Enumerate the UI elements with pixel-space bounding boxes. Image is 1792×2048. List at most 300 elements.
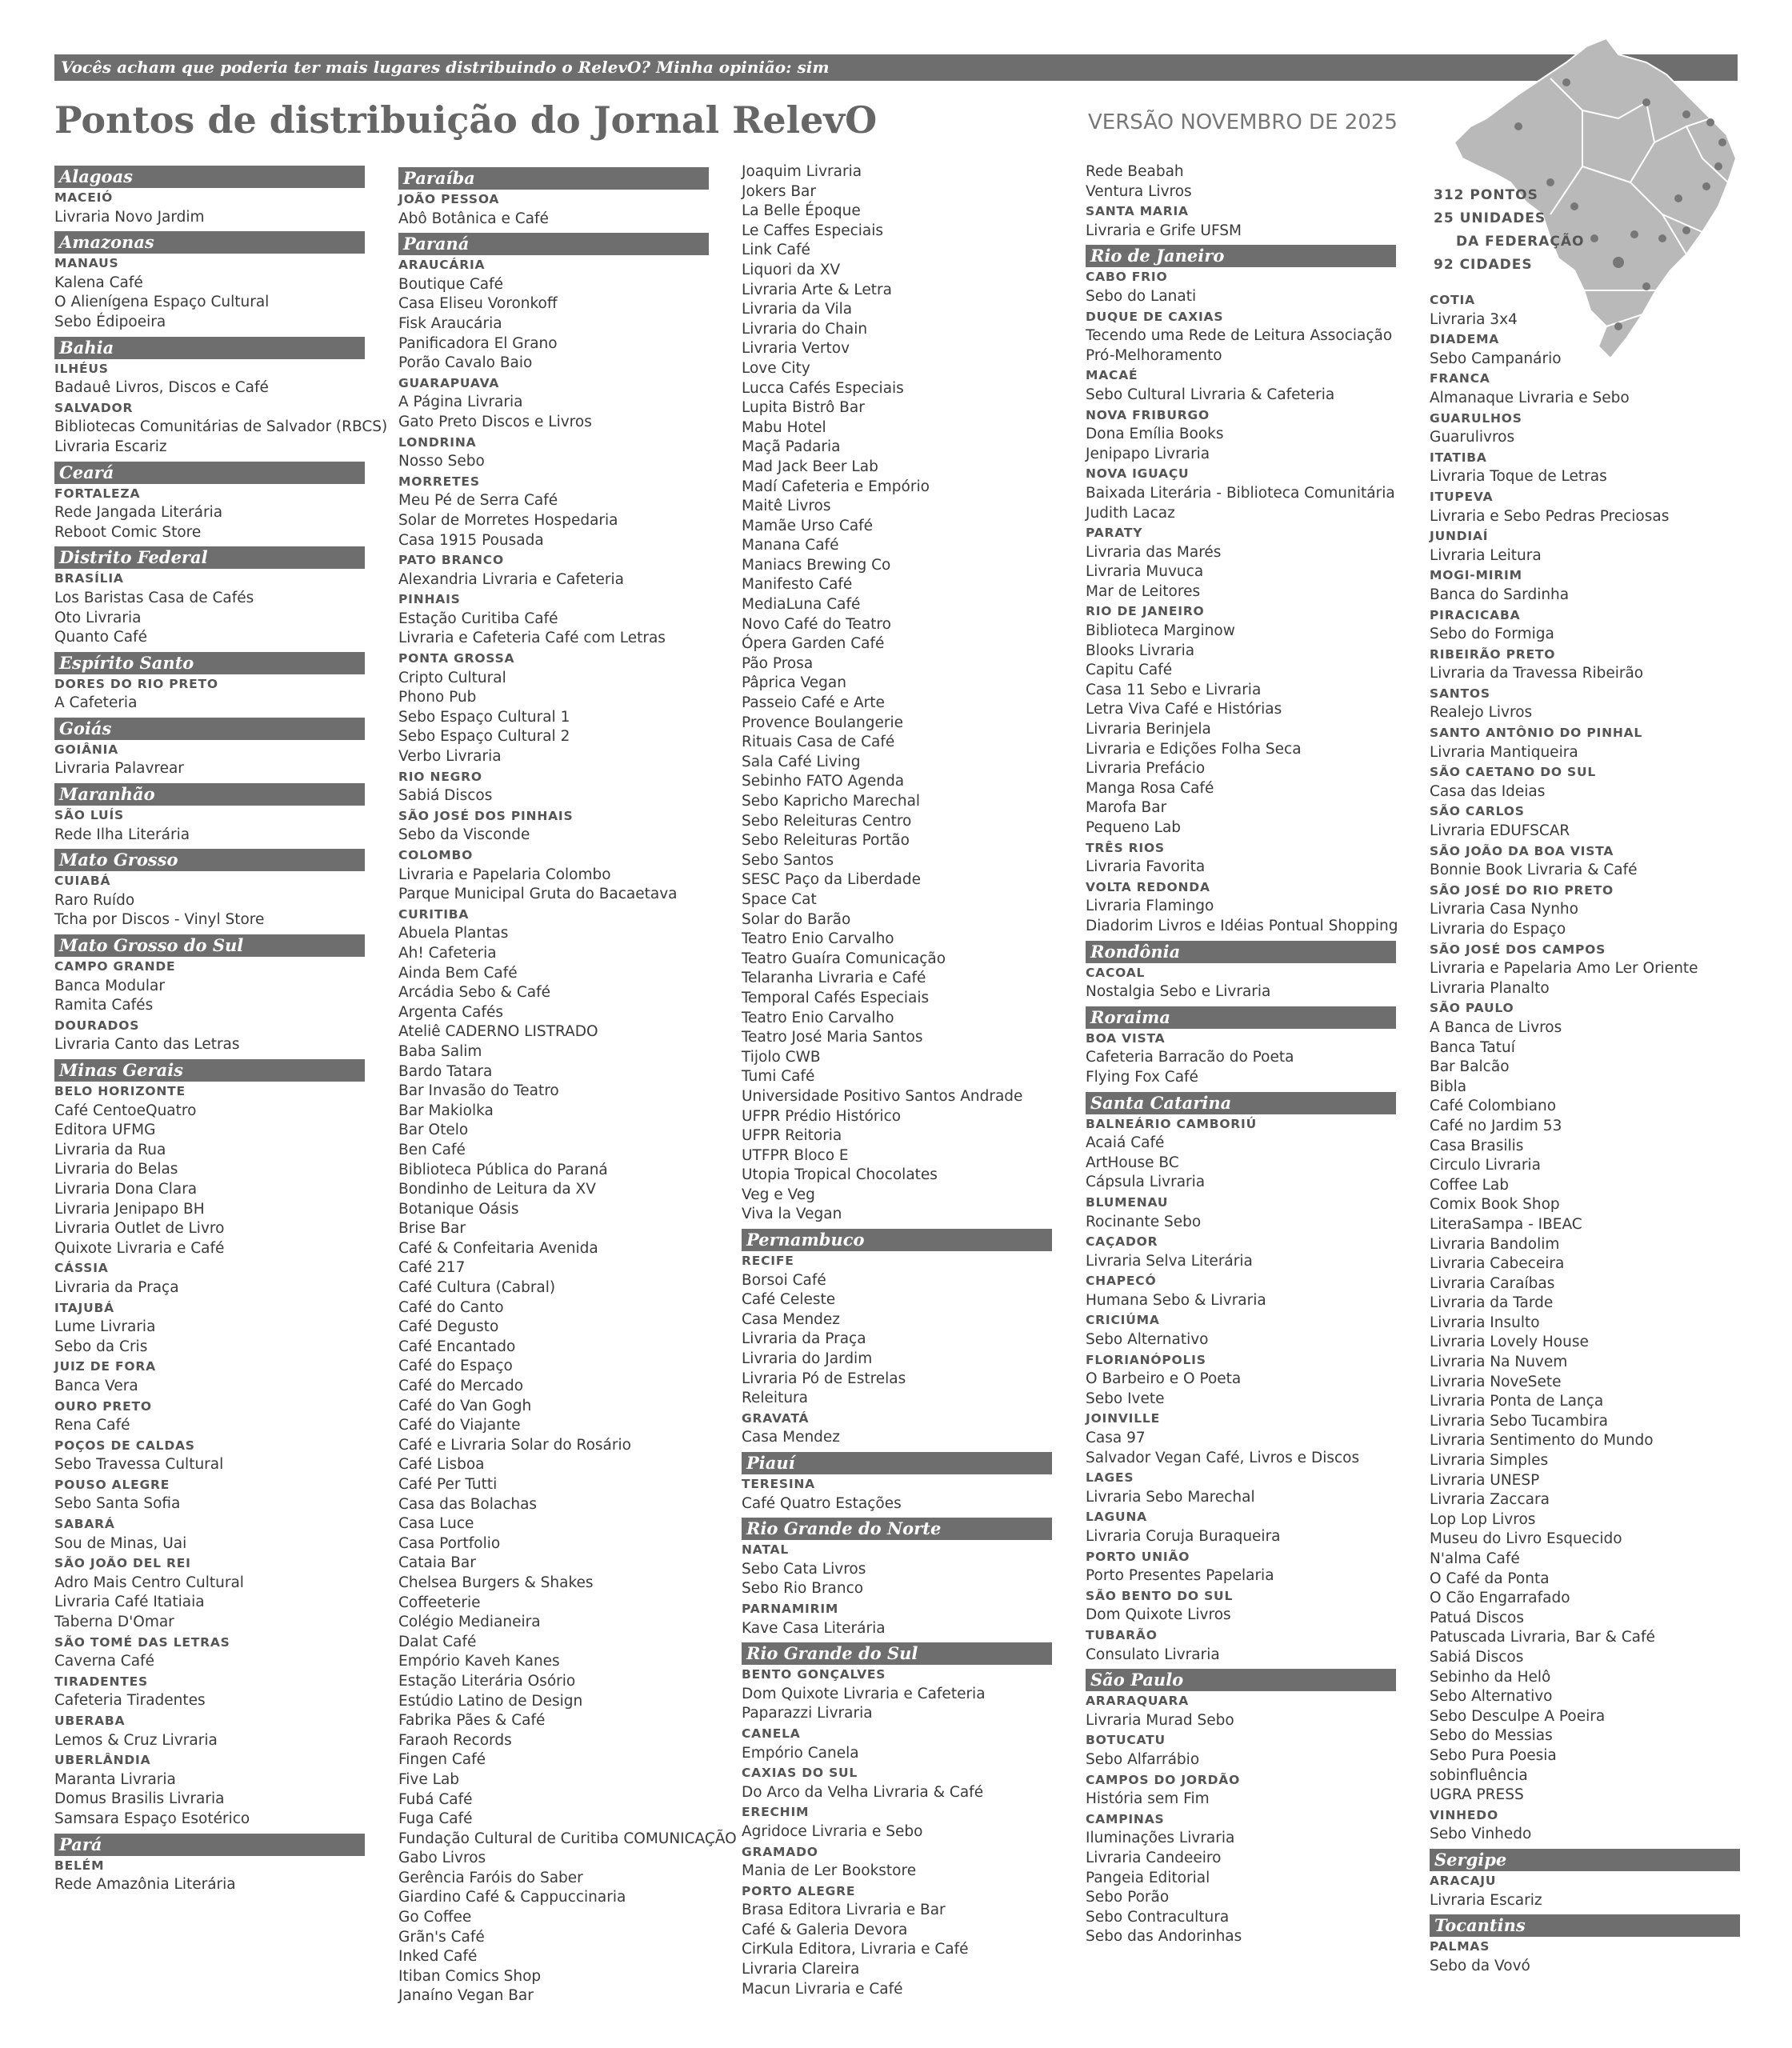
place-item: Livraria e Papelaria Colombo — [398, 866, 611, 883]
state-section — [54, 337, 388, 458]
city-name: CANELA — [742, 1726, 801, 1741]
place-item: Salvador Vegan Café, Livros e Discos — [1086, 1449, 1360, 1466]
state-heading: Pará — [54, 1834, 365, 1856]
place-item: Abô Botânica e Café — [398, 210, 549, 227]
place-item: Rede Jangada Literária — [54, 504, 223, 522]
place-item: Teatro Guaíra Comunicação — [742, 950, 946, 967]
place-item: Estação Literária Osório — [398, 1672, 576, 1690]
place-item: Humana Sebo & Livraria — [1086, 1291, 1266, 1309]
place-item: Livraria Jenipapo BH — [54, 1200, 205, 1218]
place-item: Livraria Candeeiro — [1086, 1849, 1222, 1866]
place-item: Livraria Cabeceira — [1430, 1255, 1565, 1273]
place-item: Bar Otelo — [398, 1122, 469, 1139]
city-name: PATO BRANCO — [398, 553, 504, 568]
city-name: FORTALEZA — [54, 486, 141, 501]
place-item: Itiban Comics Shop — [398, 1967, 542, 1985]
place-item: Link Café — [742, 242, 810, 259]
place-item: Livraria da Travessa Ribeirão — [1430, 665, 1644, 682]
place-item: Livraria Escariz — [1430, 1891, 1542, 1909]
place-item: Livraria Clareira — [742, 1961, 860, 1978]
place-item: Cafeteria Barracão do Poeta — [1086, 1049, 1294, 1066]
stat-points: 312 PONTOS — [1434, 187, 1538, 203]
place-item: Livraria NoveSete — [1430, 1373, 1562, 1390]
place-item: Bardo Tatara — [398, 1062, 493, 1080]
place-item: Mamãe Urso Café — [742, 517, 874, 534]
place-item: Cripto Cultural — [398, 669, 506, 686]
place-item: Livraria da Rua — [54, 1141, 166, 1158]
place-item: Reboot Comic Store — [54, 523, 202, 541]
state-heading: Maranhão — [54, 783, 365, 806]
place-item: Livraria Murad Sebo — [1086, 1711, 1234, 1729]
city-name: DUQUE DE CAXIAS — [1086, 309, 1224, 324]
place-item: Panificadora El Grano — [398, 334, 558, 352]
state-heading: Alagoas — [54, 166, 365, 188]
place-item: Bar Invasão do Teatro — [398, 1082, 559, 1100]
place-item: Livraria Novo Jardim — [54, 208, 205, 226]
place-item: Sebo Alternativo — [1430, 1688, 1553, 1706]
place-item: A Banca de Livros — [1430, 1018, 1562, 1036]
place-item: sobinfluência — [1430, 1766, 1528, 1784]
place-item: Sebo Kapricho Marechal — [742, 793, 921, 810]
city-name: SÃO TOMÉ DAS LETRAS — [54, 1634, 230, 1650]
place-item: Teatro Enio Carvalho — [742, 1009, 894, 1026]
place-item: Livraria e Cafeteria Café com Letras — [398, 630, 666, 647]
place-item: Pangeia Editorial — [1086, 1869, 1210, 1886]
place-item: Livraria Pó de Estrelas — [742, 1370, 906, 1387]
place-item: Sebo Pura Poesia — [1430, 1746, 1557, 1764]
place-item: Café & Confeitaria Avenida — [398, 1239, 598, 1257]
place-item: Livraria Prefácio — [1086, 760, 1206, 778]
city-name: POÇOS DE CALDAS — [54, 1438, 195, 1453]
city-name: MANAUS — [54, 256, 119, 271]
city-name: JUIZ DE FORA — [54, 1359, 156, 1374]
state-heading: Ceará — [54, 462, 365, 484]
city-name: BOTUCATU — [1086, 1733, 1166, 1748]
state-section — [1430, 1849, 1740, 1910]
place-item: Diadorim Livros e Idéias Pontual Shopping — [1086, 917, 1398, 934]
place-item: Lop Lop Livros — [1430, 1510, 1536, 1528]
place-item: Temporal Cafés Especiais — [742, 989, 930, 1006]
city-name: MACEIÓ — [54, 190, 114, 205]
place-item: Cápsula Livraria — [1086, 1174, 1206, 1191]
state-section — [742, 1518, 1052, 1638]
place-item: LiteraSampa - IBEAC — [1430, 1215, 1582, 1233]
place-item: Bonnie Book Livraria & Café — [1430, 862, 1638, 879]
place-item: Letra Viva Café e Histórias — [1086, 701, 1282, 718]
place-item: Comix Book Shop — [1430, 1196, 1560, 1214]
place-item: Fabrika Pães & Café — [398, 1712, 546, 1730]
place-item: Viva la Vegan — [742, 1206, 842, 1223]
place-item: Ah! Cafeteria — [398, 944, 497, 962]
city-name: ITATIBA — [1430, 450, 1487, 465]
place-item: CirKula Editora, Livraria e Café — [742, 1941, 969, 1958]
place-item: Fundação Cultural de Curitiba COMUNICAÇÃO — [398, 1830, 737, 1847]
place-item: Botanique Oásis — [398, 1200, 519, 1218]
place-item: Café Colombiano — [1430, 1098, 1557, 1115]
place-item: Sebo do Formiga — [1430, 626, 1554, 643]
place-item: Livraria Ponta de Lança — [1430, 1393, 1604, 1410]
place-item: Phono Pub — [398, 689, 477, 706]
state-section — [398, 167, 709, 229]
state-section — [742, 162, 1052, 1225]
city-name: FRANCA — [1430, 371, 1490, 386]
state-section — [54, 231, 365, 332]
city-name: SÃO BENTO DO SUL — [1086, 1588, 1234, 1603]
place-item: Rituais Casa de Café — [742, 734, 895, 751]
place-item: O Alienígena Espaço Cultural — [54, 294, 270, 311]
place-item: Casa Mendez — [742, 1310, 841, 1328]
place-item: Livraria e Papelaria Amo Ler Oriente — [1430, 960, 1698, 978]
city-name: NATAL — [742, 1542, 790, 1558]
place-item: Sebo Édipoeira — [54, 313, 166, 330]
place-item: Casa Portfolio — [398, 1534, 501, 1552]
column-3 — [742, 162, 1052, 2002]
state-section — [1430, 290, 1740, 1845]
city-name: SANTO ANTÔNIO DO PINHAL — [1430, 726, 1643, 741]
place-item: Livraria Sentimento do Mundo — [1430, 1432, 1654, 1450]
city-name: BENTO GONÇALVES — [742, 1667, 886, 1682]
stat-federation: DA FEDERAÇÃO — [1456, 234, 1585, 250]
place-item: Gabo Livros — [398, 1850, 486, 1867]
city-name: PIRACICABA — [1430, 607, 1521, 622]
place-item: Porto Presentes Papelaria — [1086, 1567, 1274, 1585]
place-item: Sebo da Visconde — [398, 826, 530, 844]
city-name: PALMAS — [1430, 1939, 1490, 1954]
place-item: Livraria da Vila — [742, 301, 853, 318]
place-item: O Café da Ponta — [1430, 1570, 1550, 1587]
place-item: Universidade Positivo Santos Andrade — [742, 1087, 1023, 1105]
place-item: Livraria Berinjela — [1086, 721, 1211, 738]
place-item: Livraria do Jardim — [742, 1350, 873, 1368]
place-item: Sebo Porão — [1086, 1889, 1170, 1906]
place-item: Pequeno Lab — [1086, 819, 1182, 836]
state-heading: Piauí — [742, 1452, 1052, 1474]
place-item: Passeio Café e Arte — [742, 694, 885, 712]
top-banner: Vocês acham que poderia ter mais lugares distribuindo o RelevO? Minha opinião: sim — [54, 54, 1738, 81]
place-item: Café e Livraria Solar do Rosário — [398, 1436, 631, 1454]
place-item: Sebo Releituras Portão — [742, 832, 910, 850]
city-name: DIADEMA — [1430, 332, 1500, 347]
place-item: Livraria Favorita — [1086, 858, 1206, 876]
place-item: Manga Rosa Café — [1086, 779, 1214, 797]
place-item: Rede Ilha Literária — [54, 826, 190, 843]
city-name: MORRETES — [398, 474, 480, 489]
state-section — [54, 718, 365, 779]
place-item: Capitu Café — [1086, 662, 1173, 679]
city-name: MACAÉ — [1086, 368, 1138, 383]
place-item: Livraria das Marés — [1086, 543, 1222, 561]
state-heading: Amazonas — [54, 231, 365, 254]
city-name: RECIFE — [742, 1254, 794, 1269]
place-item: Provence Boulangerie — [742, 714, 904, 731]
place-item: Editora UFMG — [54, 1122, 156, 1139]
place-item: Livraria Dona Clara — [54, 1180, 198, 1198]
place-item: Fubá Café — [398, 1790, 473, 1808]
place-item: Sebo Desculpe A Poeira — [1430, 1707, 1606, 1725]
place-item: Café Celeste — [742, 1291, 836, 1309]
place-item: Alexandria Livraria e Cafeteria — [398, 570, 624, 588]
place-item: Agridoce Livraria e Sebo — [742, 1822, 923, 1840]
place-item: Baba Salim — [398, 1042, 482, 1060]
place-item: Tijolo CWB — [742, 1048, 821, 1066]
place-item: Biblioteca Marginow — [1086, 622, 1235, 640]
place-item: Solar do Barão — [742, 910, 851, 928]
place-item: Badauê Livros, Discos e Café — [54, 379, 269, 397]
place-item: Livraria Muvuca — [1086, 563, 1204, 581]
place-item: Casa Luce — [398, 1515, 474, 1533]
city-name: ARAUCÁRIA — [398, 258, 486, 273]
city-name: BOA VISTA — [1086, 1030, 1166, 1046]
place-item: Livraria Coruja Buraqueira — [1086, 1528, 1281, 1545]
place-item: Banca Modular — [54, 977, 165, 994]
city-name: TUBARÃO — [1086, 1627, 1158, 1642]
state-section — [1086, 941, 1396, 1002]
state-heading: Paraná — [398, 233, 709, 255]
place-item: Pão Prosa — [742, 654, 814, 672]
place-item: Parque Municipal Gruta do Bacaetava — [398, 886, 678, 903]
city-name: BALNEÁRIO CAMBORIÚ — [1086, 1116, 1257, 1131]
place-item: Café do Mercado — [398, 1378, 524, 1395]
place-item: Macun Livraria e Café — [742, 1980, 903, 1998]
place-item: Café CentoeQuatro — [54, 1102, 197, 1119]
place-item: Café Cultura (Cabral) — [398, 1279, 556, 1297]
place-item: Sou de Minas, Uai — [54, 1534, 187, 1552]
place-item: Biblioteca Pública do Paraná — [398, 1161, 608, 1178]
place-item: Lume Livraria — [54, 1318, 156, 1336]
column-1 — [54, 166, 388, 1898]
place-item: Realejo Livros — [1430, 704, 1533, 722]
place-item: Livraria 3x4 — [1430, 310, 1518, 328]
state-section — [54, 783, 365, 845]
place-item: Coffeeterie — [398, 1594, 481, 1611]
place-item: Maçã Padaria — [742, 438, 841, 456]
city-name: SÃO JOÃO DEL REI — [54, 1556, 191, 1571]
place-item: Livraria e Edições Folha Seca — [1086, 740, 1302, 758]
place-item: Mad Jack Beer Lab — [742, 458, 878, 475]
place-item: Casa 11 Sebo e Livraria — [1086, 681, 1262, 698]
city-name: PONTA GROSSA — [398, 651, 515, 666]
state-heading: Rio Grande do Sul — [742, 1642, 1052, 1665]
place-item: Telaranha Livraria e Café — [742, 970, 926, 987]
place-item: Judith Lacaz — [1086, 504, 1175, 522]
place-item: Café Lisboa — [398, 1456, 485, 1474]
place-item: Lucca Cafés Especiais — [742, 379, 904, 397]
city-name: CURITIBA — [398, 906, 470, 922]
place-item: Café Quatro Estações — [742, 1494, 902, 1512]
column-4 — [1086, 162, 1396, 1950]
place-item: Sebo Releituras Centro — [742, 812, 912, 830]
city-name: FLORIANÓPOLIS — [1086, 1352, 1206, 1367]
place-item: Inked Café — [398, 1948, 478, 1966]
place-item: Sebo Rio Branco — [742, 1580, 864, 1598]
place-item: Argenta Cafés — [398, 1003, 504, 1021]
place-item: Chelsea Burgers & Shakes — [398, 1574, 594, 1591]
city-name: NOVA IGUAÇU — [1086, 466, 1190, 482]
place-item: Livraria Leitura — [1430, 546, 1542, 564]
place-item: Livraria Selva Literária — [1086, 1252, 1253, 1270]
city-name: SANTOS — [1430, 686, 1490, 701]
place-item: Jokers Bar — [742, 182, 816, 200]
place-item: Marofa Bar — [1086, 799, 1167, 817]
place-item: Casa das Ideias — [1430, 782, 1546, 800]
version-label: VERSÃO NOVEMBRO DE 2025 — [1088, 110, 1398, 134]
place-item: Lemos & Cruz Livraria — [54, 1731, 218, 1749]
city-name: RIBEIRÃO PRETO — [1430, 646, 1556, 662]
city-name: LAGUNA — [1086, 1510, 1147, 1525]
place-item: A Cafeteria — [54, 694, 138, 712]
place-item: Madí Cafeteria e Empório — [742, 478, 930, 495]
city-name: PARATY — [1086, 526, 1143, 541]
place-item: Sebo Alfarrábio — [1086, 1750, 1200, 1768]
place-item: Sebo Campanário — [1430, 350, 1562, 367]
place-item: Grãn's Café — [398, 1928, 485, 1946]
place-item: Go Coffee — [398, 1909, 472, 1926]
place-item: Sebo da Vovó — [1430, 1957, 1530, 1974]
place-item: Iluminações Livraria — [1086, 1830, 1235, 1847]
place-item: Verbo Livraria — [398, 748, 502, 766]
place-item: Cataia Bar — [398, 1554, 476, 1572]
city-name: PINHAIS — [398, 592, 461, 607]
city-name: JOÃO PESSOA — [398, 192, 500, 206]
place-item: Casa Brasilis — [1430, 1137, 1524, 1154]
place-item: Maitê Livros — [742, 498, 831, 515]
place-item: Bar Makiolka — [398, 1102, 494, 1119]
state-heading: Sergipe — [1430, 1849, 1740, 1871]
city-name: ERECHIM — [742, 1805, 810, 1820]
place-item: Livraria Na Nuvem — [1430, 1354, 1568, 1371]
place-item: Rede Beabah — [1086, 163, 1184, 180]
place-item: Janaíno Vegan Bar — [398, 1987, 534, 2005]
place-item: História sem Fim — [1086, 1790, 1210, 1808]
place-item: ArtHouse BC — [1086, 1154, 1179, 1171]
place-item: Casa 1915 Pousada — [398, 531, 544, 549]
place-item: Livraria Caraíbas — [1430, 1274, 1555, 1292]
place-item: Café do Viajante — [398, 1417, 521, 1434]
place-item: Baixada Literária - Biblioteca Comunitária — [1086, 484, 1395, 502]
place-item: Livraria Canto das Letras — [54, 1036, 240, 1054]
state-heading: Mato Grosso do Sul — [54, 934, 365, 957]
city-name: JUNDIAÍ — [1430, 529, 1489, 544]
city-name: CACOAL — [1086, 965, 1146, 980]
city-name: CABO FRIO — [1086, 270, 1168, 285]
place-item: Café do Espaço — [398, 1358, 513, 1375]
place-item: Museu do Livro Esquecido — [1430, 1530, 1622, 1548]
place-item: Casa Eliseu Voronkoff — [398, 295, 558, 313]
place-item: N'alma Café — [1430, 1550, 1520, 1567]
place-item: Casa Mendez — [742, 1429, 841, 1446]
place-item: Sabiá Discos — [398, 787, 493, 805]
city-name: SABARÁ — [54, 1517, 115, 1532]
place-item: Banca Vera — [54, 1377, 138, 1394]
state-section — [1086, 1669, 1396, 1947]
place-item: Sebo das Andorinhas — [1086, 1928, 1242, 1946]
place-item: Pró-Melhoramento — [1086, 346, 1222, 364]
place-item: Novo Café do Teatro — [742, 615, 891, 633]
place-item: Livraria Insulto — [1430, 1314, 1540, 1331]
place-item: Quanto Café — [54, 629, 147, 646]
place-item: Sebo Vinhedo — [1430, 1826, 1532, 1843]
place-item: Patuá Discos — [1430, 1609, 1525, 1626]
state-heading: Roraima — [1086, 1006, 1396, 1029]
place-item: Rena Café — [54, 1417, 130, 1434]
place-item: Dom Quixote Livraria e Cafeteria — [742, 1685, 986, 1702]
city-name: SÃO JOSÉ DO RIO PRETO — [1430, 882, 1614, 898]
state-heading: Mato Grosso — [54, 849, 365, 871]
place-item: Los Baristas Casa de Cafés — [54, 589, 254, 606]
place-item: Utopia Tropical Chocolates — [742, 1166, 938, 1184]
city-name: PORTO ALEGRE — [742, 1883, 856, 1898]
place-item: Solar de Morretes Hospedaria — [398, 511, 618, 529]
city-name: BELÉM — [54, 1858, 105, 1873]
state-section — [398, 233, 737, 2006]
column-2 — [398, 167, 737, 2010]
city-name: BLUMENAU — [1086, 1194, 1169, 1210]
city-name: SÃO JOÃO DA BOA VISTA — [1430, 843, 1614, 858]
state-heading: Rio Grande do Norte — [742, 1518, 1052, 1540]
city-name: PORTO UNIÃO — [1086, 1549, 1190, 1564]
place-item: Livraria do Chain — [742, 320, 868, 338]
place-item: Acaiá Café — [1086, 1134, 1165, 1152]
state-section — [1086, 245, 1396, 936]
state-section — [54, 934, 365, 1055]
place-item: Sebo Ivete — [1086, 1390, 1165, 1407]
place-item: Quixote Livraria e Café — [54, 1239, 225, 1257]
place-item: Sebo Travessa Cultural — [54, 1456, 224, 1474]
place-item: Nosso Sebo — [398, 453, 485, 470]
place-item: Livraria Sebo Marechal — [1086, 1488, 1255, 1506]
place-item: Joaquim Livraria — [742, 163, 862, 180]
place-item: Sala Café Living — [742, 753, 861, 770]
state-section — [54, 546, 365, 647]
place-item: Café Per Tutti — [398, 1476, 498, 1493]
city-name: SÃO JOSÉ DOS PINHAIS — [398, 808, 574, 823]
place-item: Mania de Ler Bookstore — [742, 1862, 917, 1880]
city-name: UBERLÂNDIA — [54, 1753, 151, 1768]
place-item: Sebinho FATO Agenda — [742, 773, 905, 790]
place-item: Sebo do Lanati — [1086, 287, 1197, 305]
place-item: Manana Café — [742, 537, 839, 554]
place-item: Fisk Araucária — [398, 314, 502, 332]
place-item: Meu Pé de Serra Café — [398, 492, 558, 510]
place-item: Livraria Simples — [1430, 1452, 1549, 1470]
place-item: Sebinho da Helô — [1430, 1668, 1551, 1686]
place-item: Livraria e Sebo Pedras Preciosas — [1430, 507, 1670, 525]
place-item: Empório Kaveh Kanes — [398, 1653, 560, 1670]
place-item: Borsoi Café — [742, 1271, 826, 1289]
place-item: La Belle Époque — [742, 202, 861, 220]
place-item: Gerência Faróis do Saber — [398, 1869, 583, 1886]
place-item: Sebo Contracultura — [1086, 1908, 1230, 1926]
place-item: Sebo Alternativo — [1086, 1331, 1209, 1349]
place-item: Teatro Enio Carvalho — [742, 930, 894, 948]
place-item: Café Degusto — [398, 1318, 499, 1336]
city-name: GRAMADO — [742, 1844, 818, 1859]
place-item: Banca do Sardinha — [1430, 586, 1570, 603]
place-item: Boutique Café — [398, 275, 504, 293]
place-item: Sebo da Cris — [54, 1338, 148, 1355]
city-name: UBERABA — [54, 1714, 126, 1728]
place-item: Coffee Lab — [1430, 1176, 1510, 1194]
city-name: NOVA FRIBURGO — [1086, 407, 1210, 422]
state-heading: Tocantins — [1430, 1914, 1740, 1937]
place-item: Dona Emília Books — [1086, 426, 1224, 443]
place-item: O Barbeiro e O Poeta — [1086, 1370, 1242, 1388]
city-name: SÃO PAULO — [1430, 1001, 1514, 1016]
place-item: Café no Jardim 53 — [1430, 1117, 1562, 1134]
place-item: Liquori da XV — [742, 261, 841, 278]
place-item: Bibliotecas Comunitárias de Salvador (RBCS) — [54, 418, 388, 436]
stats-block — [1434, 184, 1584, 277]
